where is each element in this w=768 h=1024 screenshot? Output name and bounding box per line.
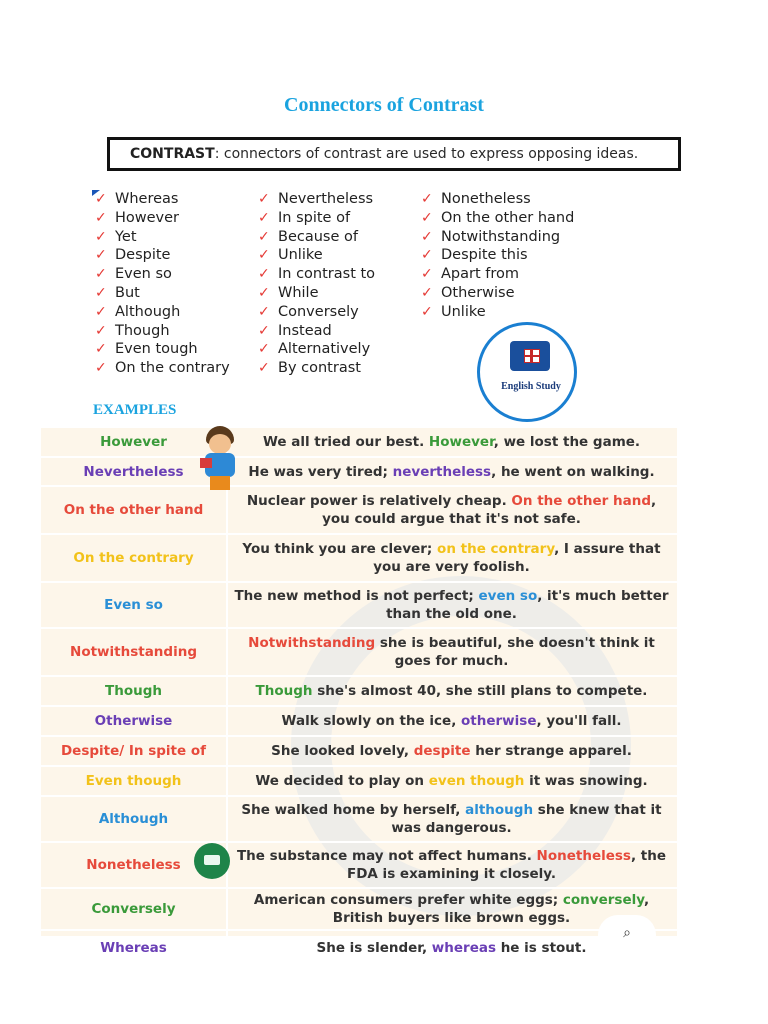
connector-label: Despite [115, 247, 171, 264]
connector-label: Instead [278, 322, 332, 339]
connector-column-3 [421, 190, 591, 322]
example-connector: Otherwise [94, 713, 173, 729]
highlighted-connector: whereas [431, 939, 496, 956]
connector-label: On the other hand [441, 209, 575, 226]
connector-label: Nonetheless [441, 191, 531, 207]
example-sentence: We all tried our best. However, we lost the game. [262, 434, 641, 450]
connector-label: However [115, 209, 180, 226]
connector-label: Yet [115, 228, 137, 245]
check-icon: ✓ [421, 209, 433, 226]
check-icon: ✓ [95, 266, 107, 283]
example-row [41, 887, 677, 929]
highlighted-connector: Though [255, 683, 313, 699]
example-sentence: She is slender, whereas he is stout. [316, 939, 587, 956]
connector-item [258, 265, 428, 284]
connector-item [258, 359, 428, 378]
example-connector: Nonetheless [86, 857, 181, 873]
check-icon: ✓ [258, 284, 270, 301]
connector-label: Because of [278, 228, 358, 245]
check-icon: ✓ [258, 191, 270, 207]
check-icon: ✓ [421, 266, 433, 283]
example-row [41, 485, 677, 533]
example-connector: Though [105, 683, 162, 699]
highlighted-connector: However [428, 434, 494, 450]
example-sentence: She looked lovely, despite her strange apparel. [271, 743, 632, 759]
example-connector: Whereas [100, 939, 167, 956]
example-connector: Although [98, 811, 169, 827]
connector-item [258, 322, 428, 341]
check-icon: ✓ [258, 209, 270, 226]
connector-label: Otherwise [441, 284, 515, 301]
connector-item [95, 340, 265, 359]
check-icon: ✓ [95, 209, 107, 226]
example-row [41, 765, 677, 795]
logo-text: English Study [501, 381, 561, 392]
flag-icon [524, 349, 540, 363]
connector-label: Apart from [441, 266, 520, 283]
connector-item [95, 265, 265, 284]
definition-box [107, 137, 681, 171]
highlighted-connector: otherwise [461, 713, 537, 729]
book-badge-icon [194, 843, 230, 879]
connector-label: Whereas [115, 191, 179, 207]
connector-item [95, 246, 265, 265]
examples-table [41, 426, 677, 956]
example-row [41, 735, 677, 765]
highlighted-connector: conversely [562, 892, 644, 908]
example-sentence: Nuclear power is relatively cheap. On the other hand, you could argue that it's not safe. [246, 493, 657, 527]
highlighted-connector: despite [413, 743, 471, 759]
example-connector: Even so [104, 597, 163, 613]
connector-label: Unlike [278, 247, 323, 264]
example-row [41, 705, 677, 735]
connector-label: Alternatively [278, 341, 371, 358]
connector-item [258, 246, 428, 265]
check-icon: ✓ [258, 341, 270, 358]
connector-item [421, 228, 591, 247]
lens-search-icon[interactable]: ⌕ [598, 915, 656, 955]
english-study-logo [477, 322, 583, 390]
connector-item [421, 265, 591, 284]
connector-item [95, 284, 265, 303]
example-row [41, 841, 677, 887]
example-connector: On the other hand [63, 502, 204, 518]
example-sentence: We decided to play on even though it was snowing. [255, 773, 648, 789]
example-sentence: He was very tired; nevertheless, he went on walking. [248, 463, 655, 480]
highlighted-connector: Notwithstanding [248, 635, 376, 651]
connector-label: Though [115, 322, 170, 339]
connector-item [95, 190, 265, 209]
check-icon: ✓ [421, 247, 433, 264]
connector-item [258, 340, 428, 359]
check-icon: ✓ [421, 284, 433, 301]
connector-label: By contrast [278, 360, 361, 377]
check-icon: ✓ [95, 247, 107, 264]
connector-item [421, 190, 591, 209]
connector-column-2 [258, 190, 428, 378]
connector-item [95, 228, 265, 247]
example-sentence: Though she's almost 40, she still plans to compete. [255, 683, 648, 699]
connector-label: Even so [115, 266, 172, 283]
connector-item [258, 190, 428, 209]
connector-item [258, 284, 428, 303]
check-icon: ✓ [258, 322, 270, 339]
example-connector: On the contrary [73, 550, 194, 566]
example-connector: Despite/ In spite of [60, 743, 207, 759]
connector-item [95, 322, 265, 341]
connector-label: On the contrary [115, 360, 230, 377]
check-icon: ✓ [95, 360, 107, 377]
check-icon: ✓ [95, 228, 107, 245]
example-sentence: She walked home by herself, although she knew that it was dangerous. [241, 802, 662, 836]
example-row [41, 627, 677, 675]
connector-label: In contrast to [278, 266, 376, 283]
example-sentence: Walk slowly on the ice, otherwise, you'll fall. [281, 713, 622, 729]
connector-item [421, 209, 591, 228]
check-icon: ✓ [258, 303, 270, 320]
connector-item [95, 209, 265, 228]
connector-label: While [278, 284, 319, 301]
student-character-icon [200, 426, 240, 492]
example-connector: Even though [85, 773, 182, 789]
connector-item [421, 303, 591, 322]
connector-item [95, 303, 265, 322]
example-sentence: The substance may not affect humans. Nonetheless, the FDA is examining it closely. [236, 848, 667, 882]
connector-label: Although [115, 303, 181, 320]
example-connector: Notwithstanding [70, 644, 197, 660]
examples-heading: EXAMPLES [93, 402, 177, 418]
definition-term: CONTRAST [130, 146, 215, 162]
highlighted-connector: On the other hand [511, 493, 651, 509]
example-row [41, 581, 677, 627]
check-icon: ✓ [95, 284, 107, 301]
connector-label: Conversely [278, 303, 359, 320]
check-icon: ✓ [95, 341, 107, 358]
check-icon: ✓ [258, 228, 270, 245]
check-icon: ✓ [258, 247, 270, 264]
connector-label: Even tough [115, 341, 198, 358]
logo-circle [477, 322, 577, 422]
highlighted-connector: although [465, 802, 534, 818]
example-row [41, 675, 677, 705]
check-icon: ✓ [258, 360, 270, 377]
example-row [41, 929, 677, 964]
highlighted-connector: Nonetheless [536, 848, 631, 864]
highlighted-connector: nevertheless [392, 463, 492, 480]
page-title: Connectors of Contrast [284, 94, 484, 116]
example-connector: Nevertheless [83, 463, 184, 480]
connector-label: Unlike [441, 303, 486, 320]
check-icon: ✓ [421, 228, 433, 245]
example-connector: However [100, 434, 167, 450]
connector-label: Nevertheless [278, 191, 374, 207]
example-sentence: American consumers prefer white eggs; conversely, British buyers like brown eggs. [253, 892, 650, 926]
highlighted-connector: even though [428, 773, 525, 789]
highlighted-connector: on the contrary [437, 541, 555, 557]
connector-label: Notwithstanding [441, 228, 561, 245]
check-icon: ✓ [421, 303, 433, 320]
connector-item [258, 303, 428, 322]
example-row [41, 456, 677, 485]
check-icon: ✓ [95, 303, 107, 320]
connector-item [421, 284, 591, 303]
example-sentence: The new method is not perfect; even so, it's much better than the old one. [234, 588, 669, 622]
check-icon: ✓ [95, 322, 107, 339]
connector-label: But [115, 284, 140, 301]
connector-label: In spite of [278, 209, 351, 226]
example-sentence: You think you are clever; on the contrary, I assure that you are very foolish. [242, 541, 661, 575]
check-icon: ✓ [95, 191, 107, 207]
connector-item [258, 228, 428, 247]
connector-label: Despite this [441, 247, 528, 264]
example-connector: Conversely [91, 901, 176, 917]
example-row [41, 533, 677, 581]
highlighted-connector: even so [478, 588, 538, 604]
connector-column-1 [95, 190, 265, 378]
connector-item [95, 359, 265, 378]
example-row [41, 426, 677, 456]
connector-item [258, 209, 428, 228]
example-sentence: Notwithstanding she is beautiful, she doesn't think it goes for much. [248, 635, 655, 669]
connector-item [421, 246, 591, 265]
example-row [41, 795, 677, 841]
check-icon: ✓ [421, 191, 433, 207]
check-icon: ✓ [258, 266, 270, 283]
definition-text: : connectors of contrast are used to express opposing ideas. [214, 146, 639, 162]
